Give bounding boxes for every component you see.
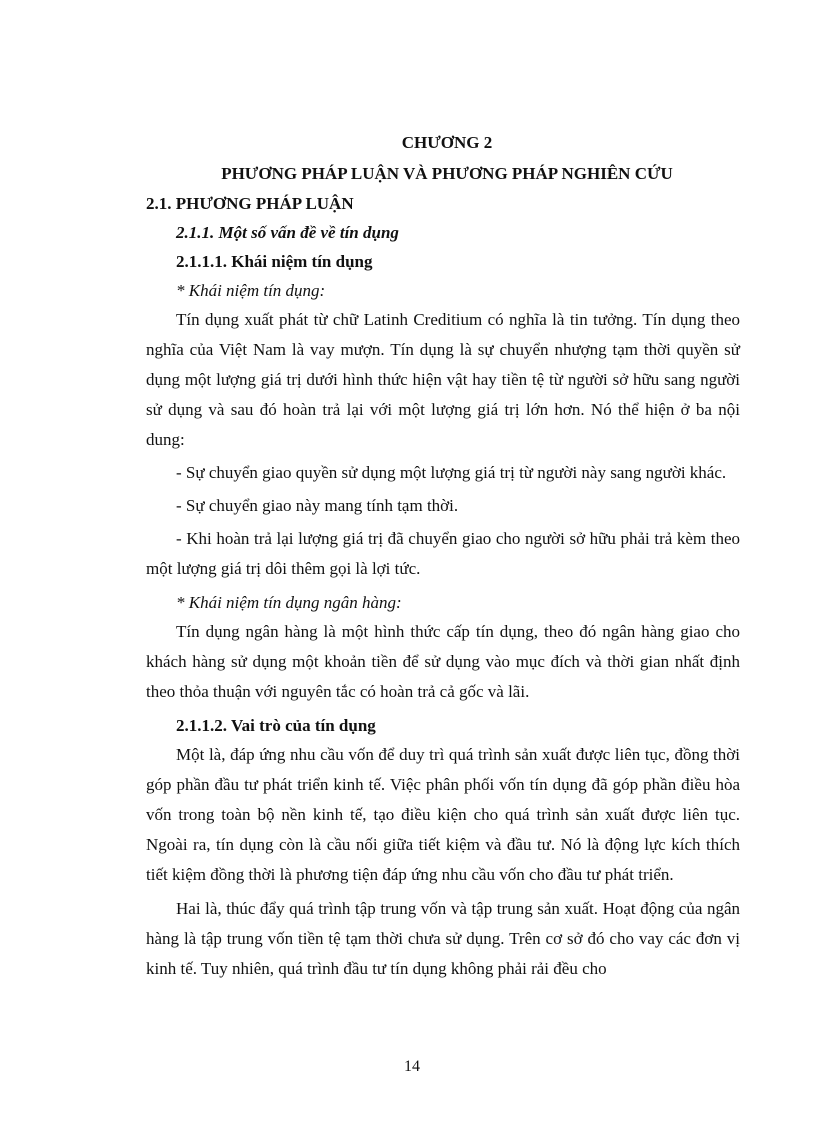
subsection-heading: 2.1.1. Một số vấn đề về tín dụng [176, 223, 399, 242]
chapter-title: PHƯƠNG PHÁP LUẬN VÀ PHƯƠNG PHÁP NGHIÊN CỨU [221, 164, 673, 183]
bullet-item: - Khi hoàn trả lại lượng giá trị đã chuyển giao cho người sở hữu phải trả kèm theo một lượng giá trị dôi thêm gọi là lợi tức. [146, 529, 740, 578]
definition-text-credit: Tín dụng xuất phát từ chữ Latinh Creditium có nghĩa là tin tưởng. Tín dụng theo nghĩa của Việt Nam là vay mượn. Tín dụng là sự chuyển nhượng tạm thời quyền sử dụng một lượng giá trị dưới hình thức hiện vật hay tiền tệ từ người sở hữu sang người sử dụng và sau đó hoàn trả lại với một lượng giá trị lớn hơn. Nó thể hiện ở ba nội dung: [146, 310, 740, 449]
bullet-item: - Sự chuyển giao này mang tính tạm thời. [176, 496, 459, 515]
page-number: 14 [404, 1058, 420, 1075]
definition-label-credit: * Khái niệm tín dụng: [176, 281, 326, 300]
subsubsection-heading-role: 2.1.1.2. Vai trò của tín dụng [176, 716, 376, 735]
section-heading: 2.1. PHƯƠNG PHÁP LUẬN [146, 194, 354, 213]
document-page [146, 133, 740, 984]
role-paragraph-2: Hai là, thúc đẩy quá trình tập trung vốn và tập trung sản xuất. Hoạt động của ngân hàng là tập trung vốn tiền tệ tạm thời chưa sử dụng. Trên cơ sở đó cho vay các đơn vị kinh tế. Tuy nhiên, quá trình đầu tư tín dụng không phải rải đều cho [146, 899, 740, 978]
chapter-label: CHƯƠNG 2 [401, 133, 493, 152]
bullet-item: - Sự chuyển giao quyền sử dụng một lượng giá trị từ người này sang người khác. [176, 463, 727, 482]
definition-label-bank-credit: * Khái niệm tín dụng ngân hàng: [176, 593, 402, 612]
role-paragraph-1: Một là, đáp ứng nhu cầu vốn để duy trì quá trình sản xuất được liên tục, đồng thời góp phần đầu tư phát triển kinh tế. Việc phân phối vốn tín dụng đã góp phần điều hòa vốn trong toàn bộ nền kinh tế, tạo điều kiện cho quá trình sản xuất được liên tục. Ngoài ra, tín dụng còn là cầu nối giữa tiết kiệm và đầu tư. Nó là động lực kích thích tiết kiệm đồng thời là phương tiện đáp ứng nhu cầu vốn cho đầu tư phát triển. [146, 745, 740, 884]
definition-text-bank-credit: Tín dụng ngân hàng là một hình thức cấp tín dụng, theo đó ngân hàng giao cho khách hàng sử dụng một khoản tiền để sử dụng vào mục đích và thời gian nhất định theo thỏa thuận với nguyên tắc có hoàn trả cả gốc và lãi. [146, 622, 740, 701]
subsubsection-heading-concept: 2.1.1.1. Khái niệm tín dụng [176, 252, 373, 271]
